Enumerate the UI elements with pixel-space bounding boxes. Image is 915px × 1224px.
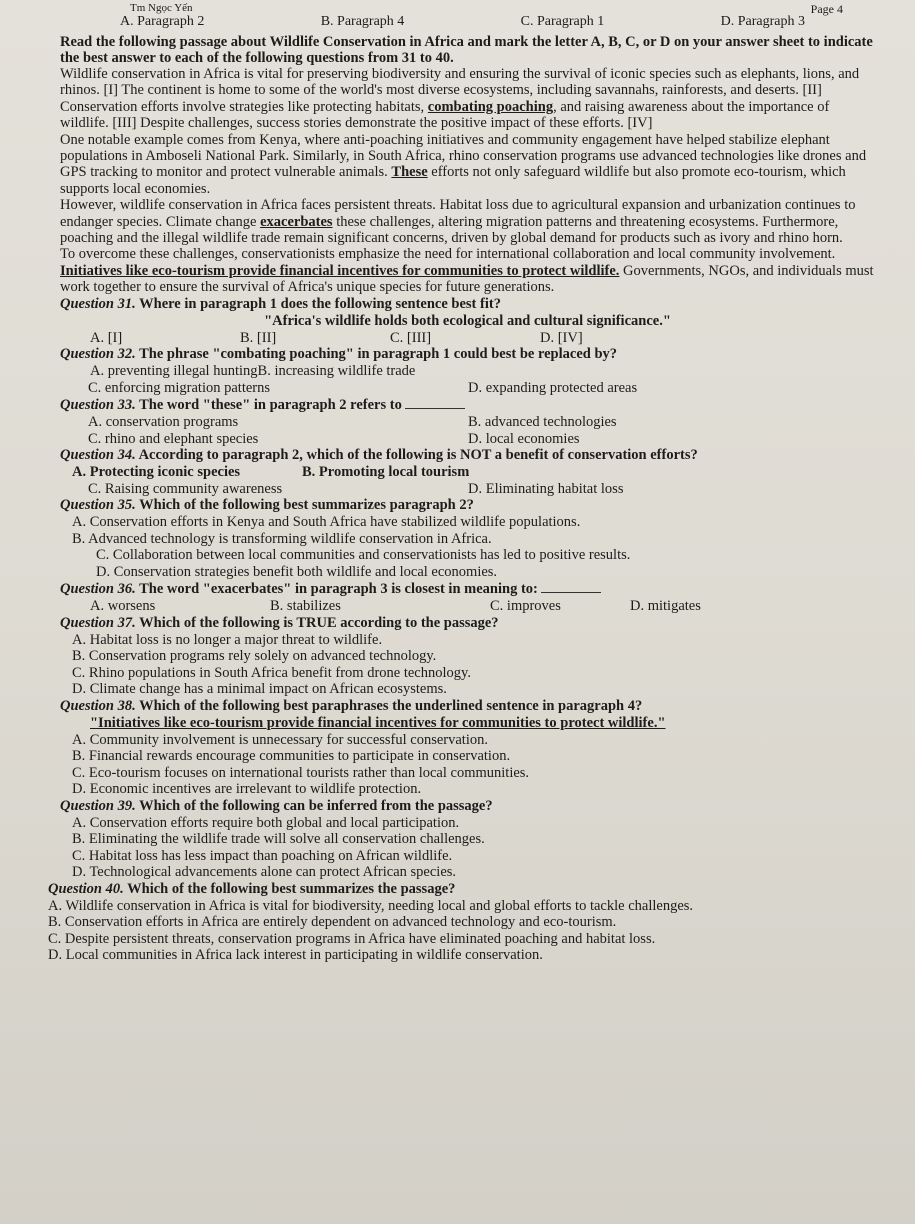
passage-paragraph-4 [60,246,875,295]
option-b[interactable]: B. Promoting local tourism [302,464,470,481]
option-d[interactable]: D. Technological advancements alone can protect African species. [72,864,457,881]
option-a-b[interactable]: A. preventing illegal huntingB. increasing wildlife trade [90,363,416,380]
p2-text-end: efforts not only safeguard wildlife but also promote eco-tourism, which supports local economies. [60,164,846,197]
answer-options [90,330,875,347]
question-label: Question 34. [60,447,136,464]
question-quote: "Africa's wildlife holds both ecological and cultural significance." [264,312,671,329]
question-36 [60,580,875,615]
option-c[interactable]: C. improves [490,598,561,615]
p1-text: Wildlife conservation in Africa is vital for preserving biodiversity and ensuring the survival of iconic species such as elephants, lions, and rhinos. [I] The continent is home to some of the world's most diverse ecosystems, including savannahs, rainforests, and deserts. [II] Conservation efforts involve strategies like protecting habitats, [60,66,860,115]
question-31 [60,296,875,347]
previous-question-options [120,14,805,30]
question-text: The word "exacerbates" in paragraph 3 is closest in meaning to: [139,581,538,598]
passage-paragraph-2 [60,132,875,198]
option-a[interactable]: A. Conservation efforts in Kenya and South Africa have stabilized wildlife populations. [72,514,581,531]
option-c[interactable]: C. Paragraph 1 [520,14,605,29]
option-b[interactable]: B. Financial rewards encourage communities to participate in conservation. [72,748,511,765]
answer-blank[interactable] [405,396,465,409]
option-c[interactable]: C. enforcing migration patterns [88,379,271,396]
option-d[interactable]: D. Local communities in Africa lack interest in participating in wildlife conservation. [48,947,543,964]
page-header [60,4,875,34]
p3-underlined: exacerbates [260,213,333,230]
question-38 [60,698,875,798]
p1-underlined: combating poaching [427,98,554,115]
option-c[interactable]: C. [III] [390,329,432,346]
option-b[interactable]: B. [II] [240,329,277,346]
option-d[interactable]: D. Climate change has a minimal impact on African ecosystems. [72,681,447,698]
option-a[interactable]: A. Protecting iconic species [72,464,241,481]
option-c[interactable]: C. Eco-tourism focuses on international tourists rather than local communities. [72,764,530,781]
p4-underlined: Initiatives like eco-tourism provide financial incentives for communities to protect wildlife. [60,262,620,279]
option-d[interactable]: D. [IV] [540,329,583,346]
answer-options-row-1 [72,464,875,481]
option-d[interactable]: D. Eliminating habitat loss [468,480,624,497]
p3-text: However, wildlife conservation in Africa faces persistent threats. Habitat loss due to agricultural expansion and urbanization continues to endanger species. Climate change [60,197,856,230]
question-text: The phrase " [139,346,221,363]
option-d[interactable]: D. mitigates [630,598,701,615]
question-text-end: " in paragraph 1 could best be replaced by? [345,346,618,363]
option-d[interactable]: D. expanding protected areas [468,379,638,396]
option-a[interactable]: A. worsens [90,598,156,615]
option-c[interactable]: C. rhino and elephant species [88,430,259,447]
question-text: Which of the following can be inferred from the passage? [139,797,493,814]
reading-instruction: Read the following passage about Wildlife Conservation in Africa and mark the letter A, B, C, or D on your answer sheet to indicate the best answer to each of the following questions from 31 to 40. [60,34,873,66]
answer-options [90,598,875,615]
option-b[interactable]: B. advanced technologies [468,414,617,431]
question-text: Which of the following best paraphrases the underlined sentence in paragraph 4? [139,697,643,714]
header-author: Tm Ngọc Yến [130,2,193,14]
question-37 [60,615,875,698]
question-40 [48,880,875,964]
option-d[interactable]: D. Economic incentives are irrelevant to wildlife protection. [72,781,422,798]
question-text: Which of the following is TRUE according to the passage? [139,614,499,631]
option-a[interactable]: A. Habitat loss is no longer a major threat to wildlife. [72,631,383,648]
option-c[interactable]: C. Despite persistent threats, conservation programs in Africa have eliminated poaching and habitat loss. [48,930,656,947]
option-a[interactable]: A. Community involvement is unnecessary for successful conservation. [72,731,488,748]
option-c[interactable]: C. Habitat loss has less impact than poaching on African wildlife. [72,847,453,864]
option-b[interactable]: B. Paragraph 4 [320,14,405,29]
p1-text-end: , and raising awareness about the importance of wildlife. [III] Despite challenges, success stories demonstrate the positive impact of these efforts. [IV] [60,98,830,132]
question-label: Question 31. [60,295,136,312]
question-text: Which of the following best summarizes paragraph 2? [139,497,474,514]
page-number: Page 4 [810,2,843,16]
answer-options [88,414,875,447]
question-quote: "Initiatives like eco-tourism provide financial incentives for communities to protect wildlife." [90,714,666,731]
p4-text: To overcome these challenges, conservationists emphasize the need for international collaboration and local community involvement. [60,246,836,263]
passage [60,66,875,296]
question-text: Which of the following best summarizes the passage? [127,880,456,897]
option-d[interactable]: D. Paragraph 3 [720,14,805,29]
question-35 [60,497,875,580]
option-a[interactable]: A. Paragraph 2 [120,14,205,29]
p2-text: One notable example comes from Kenya, where anti-poaching initiatives and community engagement have helped stabilize elephant populations in Amboseli National Park. Similarly, in South Africa, rhino conservation programs use advanced technologies like drones and GPS tracking to monitor and protect vulnerable animals. [60,131,867,181]
p2-underlined: These [391,164,428,181]
option-b[interactable]: B. stabilizes [270,598,341,615]
option-b[interactable]: B. Conservation efforts in Africa are entirely dependent on advanced technology and eco-tourism. [48,914,617,931]
option-c[interactable]: C. Raising community awareness [88,480,283,497]
option-b[interactable]: B. Advanced technology is transforming wildlife conservation in Africa. [72,530,492,547]
passage-paragraph-3 [60,197,875,246]
question-label: Question 37. [60,614,136,631]
option-d[interactable]: D. Conservation strategies benefit both wildlife and local economies. [96,563,498,580]
question-text: According to paragraph 2, which of the following is NOT a benefit of conservation efforts? [138,447,698,464]
option-d[interactable]: D. local economies [468,430,580,447]
answer-options [88,380,875,397]
question-34 [60,447,875,497]
question-39 [60,798,875,881]
question-33 [60,396,875,447]
question-label: Question 39. [60,797,136,814]
passage-paragraph-1 [60,66,875,132]
question-label: Question 32. [60,346,136,363]
question-label: Question 33. [60,397,136,414]
option-b[interactable]: B. Conservation programs rely solely on advanced technology. [72,648,437,665]
option-a[interactable]: A. Conservation efforts require both global and local participation. [72,814,460,831]
option-a[interactable]: A. Wildlife conservation in Africa is vital for biodiversity, needing local and global efforts to tackle challenges. [48,897,694,914]
question-phrase: combating poaching [220,346,346,363]
option-c[interactable]: C. Rhino populations in South Africa benefit from drone technology. [72,664,471,681]
answer-options-row-2 [88,481,875,498]
option-a[interactable]: A. [I] [90,329,123,346]
question-label: Question 38. [60,697,136,714]
question-label: Question 40. [48,880,124,897]
option-c[interactable]: C. Collaboration between local communities and conservationists has led to positive results. [96,547,631,564]
p4-text-end: Governments, NGOs, and individuals must work together to ensure the survival of Africa's unique species for future generations. [60,262,874,296]
option-b[interactable]: B. Eliminating the wildlife trade will solve all conservation challenges. [72,831,485,848]
question-text: Where in paragraph 1 does the following sentence best fit? [139,295,501,312]
question-text: The word "these" in paragraph 2 refers to [139,397,402,414]
option-a[interactable]: A. conservation programs [88,414,239,431]
question-label: Question 35. [60,497,136,514]
question-label: Question 36. [60,581,136,598]
answer-blank[interactable] [541,580,601,593]
question-32 [60,346,875,396]
p3-text-end: these challenges, altering migration patterns and threatening ecosystems. Furthermore, poaching and the illegal wildlife trade remain significant concerns, driven by global demand for products such as ivory and rhino horn. [60,213,843,247]
